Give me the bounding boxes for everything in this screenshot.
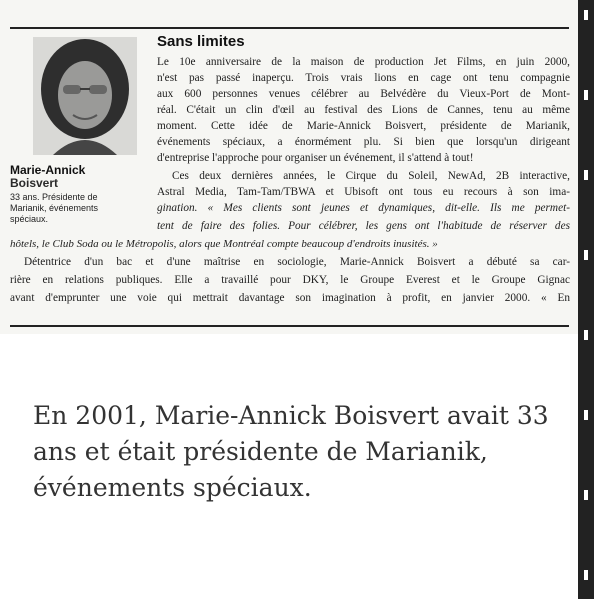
- article-line: réal. C'était un clin d'œil au festival des Lions de Cannes, tenu au même: [157, 104, 570, 116]
- caption-name-first: Marie-Annick: [10, 163, 86, 177]
- article-line: Astral Media, Tam-Tam/TBWA et Ubisoft ont tous eu recours à son ima-: [157, 186, 570, 198]
- caption-desc-line: spéciaux.: [10, 214, 49, 224]
- article-line: gination. « Mes clients sont jeunes et dynamiques, dit-elle. Ils me permet-: [157, 202, 570, 214]
- scroll-edge: [578, 0, 594, 599]
- article-title: Sans limites: [157, 33, 245, 50]
- article-line: événements spéciaux, a énormément plu. Si bien que lorsqu'un dirigeant: [157, 136, 570, 148]
- edge-dash: [584, 10, 588, 20]
- caption-name-last: Boisvert: [10, 176, 59, 190]
- article-line: Ces deux dernières années, le Cirque du Soleil, NewAd, 2B interactive,: [172, 170, 570, 182]
- article-line: Le 10e anniversaire de la maison de production Jet Films, en juin 2000,: [157, 56, 570, 68]
- edge-dash: [584, 570, 588, 580]
- article-line: tent de faire des folies. Pour célébrer, les gens ont l'habitude de réserver des: [157, 220, 570, 232]
- article-line: Détentrice d'un bac et d'une maîtrise en sociologie, Marie-Annick Boisvert a débuté sa car-: [24, 256, 570, 268]
- article-line: avant d'emprunter une voie qui mettrait davantage son imagination à profit, en janvier 2000. « En: [10, 292, 570, 304]
- caption-desc-line: 33 ans. Présidente de: [10, 192, 98, 202]
- caption-text: En 2001, Marie-Annick Boisvert avait 33 ans et était présidente de Marianik, événements spéciaux.: [33, 401, 549, 502]
- article-line: hôtels, le Club Soda ou le Métropolis, alors que Montréal compte beaucoup d'endroits inusités. »: [10, 238, 438, 250]
- edge-dash: [584, 410, 588, 420]
- caption-description: [10, 192, 138, 225]
- article-line: moment. Cette idée de Marie-Annick Boisvert, présidente de Marianik,: [157, 120, 570, 132]
- edge-dash: [584, 250, 588, 260]
- edge-dash: [584, 90, 588, 100]
- edge-dash: [584, 490, 588, 500]
- caption-name: [10, 164, 85, 190]
- edge-dash: [584, 330, 588, 340]
- article-line: d'entreprise l'approche pour organiser un événement, il s'attend à tout!: [157, 152, 474, 164]
- top-rule: [10, 27, 569, 29]
- caption-desc-line: Marianik, événements: [10, 203, 99, 213]
- article-line: aux 600 personnes venues célébrer au Belvédère du Vieux-Port de Mont-: [157, 88, 570, 100]
- portrait-photo: [33, 37, 137, 155]
- article-line: n'est pas passé inaperçu. Trois vrais lions en cage ont tenu compagnie: [157, 72, 570, 84]
- article-line: rière en relations publiques. Elle a travaillé pour DKY, le Groupe Everest et le Groupe Gignac: [10, 274, 570, 286]
- bottom-rule: [10, 325, 569, 327]
- edge-dash: [584, 170, 588, 180]
